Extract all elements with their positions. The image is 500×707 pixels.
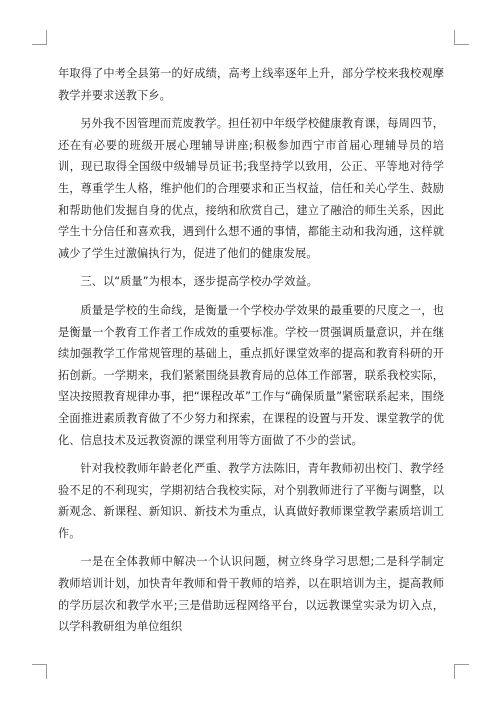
crop-mark-bottom-right xyxy=(454,664,469,679)
section-heading-quality: 三、以“质量”为根本，逐步提高学校办学效益。 xyxy=(80,275,318,289)
crop-mark-bottom-left xyxy=(32,664,47,679)
paragraph-measures: 一是在全体教师中解决一个认识问题，树立终身学习思想;二是科学制定教师培训计划，加快青年教师和骨干教师的培养，以在职培训为主，提高教师的学历层次和教学水平;三是借助远程网络平台，以远教课堂实录为切入点，以学科教研组为单位组织 xyxy=(58,555,444,634)
crop-mark-top-right xyxy=(454,30,469,45)
crop-mark-top-left xyxy=(32,30,47,45)
paragraph-continuation: 年取得了中考全县第一的好成绩，高考上线率逐年上升，部分学校来我校观摩教学并要求送教下乡。 xyxy=(58,67,444,102)
paragraph-quality: 质量是学校的生命线，是衡量一个学校办学效果的最重要的尺度之一，也是衡量一个教育工作者工作成效的重要标准。学校一贯强调质量意识，并在继续加强教学工作常规管理的基础上，重点抓好课堂效率的提高和教育科研的开拓创新。一学期来，我们紧紧围绕县教育局的总体工作部署，联系我校实际，坚决按照教育规律办事，把“课程改革”工作与“确保质量”紧密联系起来，围绕全面推进素质教育做了不少努力和探索，在课程的设置与开发、课堂教学的优化、信息技术及远教资源的课堂利用等方面做了不少的尝试。 xyxy=(58,303,444,447)
paragraph-teaching: 另外我不因管理而荒废教学。担任初中年级学校健康教育课，每周四节，还在有必要的班级开展心理辅导讲座;积极参加西宁市首届心理辅导员的培训，现已取得全国级中级辅导员证书;我坚持学以致用，公正、平等地对待学生，尊重学生人格，维护他们的合理要求和正当权益，信任和关心学生、鼓励和帮助他们发掘自身的优点，接纳和欣赏自己，建立了融洽的师生关系，因此学生十分信任和喜欢我，遇到什么想不通的事情，都能主动和我沟通，这样就减少了学生过激偏执行为，促进了他们的健康发展。 xyxy=(58,117,444,260)
paragraph-teacher-training: 针对我校教师年龄老化严重、教学方法陈旧，青年教师初出校门、教学经验不足的不利现实，学期初结合我校实际，对个别教师进行了平衡与调整，以新观念、新课程、新知识、新技术为重点，认真做好教师课堂教学素质培训工作。 xyxy=(58,462,444,540)
document-body xyxy=(58,63,444,645)
